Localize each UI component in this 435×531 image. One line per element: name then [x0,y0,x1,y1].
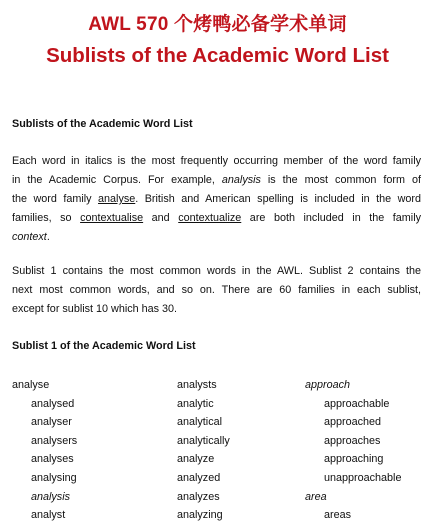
underlined-word: contextualise [80,212,144,224]
paragraph-line [12,190,421,209]
word-item: analysed [31,397,75,410]
word-column-1 [12,376,152,525]
intro-paragraph-1 [12,152,421,247]
paragraph-line: except for sublist 10 which has 30. [12,303,178,315]
text-run: and [143,212,179,224]
word-item: analytic [177,397,214,410]
text-run: is the most common form of [260,174,421,186]
word-head: analyse [12,379,50,391]
word-item-italic: analysis [31,490,71,503]
word-item: approached [324,416,382,429]
text-run: . [46,231,50,243]
underlined-word: contextualize [178,212,242,224]
italic-word: analysis [221,174,261,186]
underlined-word: analyse [98,193,136,205]
word-column-3 [305,376,435,525]
word-column-2 [177,376,317,525]
text-run: the word family [12,193,99,205]
word-head-italic: approach [305,379,351,391]
word-item: analyzed [177,471,221,484]
word-item: approachable [324,397,390,410]
text-run: families, so [12,212,81,224]
sublist-heading: Sublist 1 of the Academic Word List [12,340,196,352]
paragraph-line [12,152,421,171]
intro-heading: Sublists of the Academic Word List [12,118,193,130]
document-subtitle: Sublists of the Academic Word List [46,44,389,67]
intro-paragraph-2 [12,262,421,319]
word-head-italic: area [305,490,327,503]
paragraph-line [12,228,421,247]
text-run: . British and American spelling is included in the word [135,193,421,205]
word-item: unapproachable [324,471,402,484]
word-item: areas [324,509,352,522]
document-title: AWL 570 个烤鸭必备学术单词 [88,14,347,35]
word-item: approaching [324,453,384,466]
word-item: analysers [31,434,78,447]
word-item: approaches [324,434,381,447]
word-item: analyzing [177,509,223,522]
word-item: analytical [177,416,223,429]
word-item: analyze [177,453,215,466]
text-run: Each word in italics is the most frequently occurring member of the word family [12,155,421,167]
paragraph-line [12,209,421,228]
word-item: analysing [31,471,77,484]
word-item: analyzes [177,490,220,503]
paragraph-line: Sublist 1 contains the most common words in the AWL. Sublist 2 contains the [12,265,421,277]
word-item: analysts [177,379,217,391]
paragraph-line [12,171,421,190]
word-item: analytically [177,434,230,447]
text-run: are both included in the family [241,212,421,224]
text-run: in the Academic Corpus. For example, [12,174,222,186]
word-item: analyser [31,416,72,429]
italic-word: context [12,231,47,243]
word-item: analyses [31,453,74,466]
word-item: analyst [31,509,66,522]
paragraph-line: next most common words, and so on. There are 60 families in each sublist, [12,284,421,296]
